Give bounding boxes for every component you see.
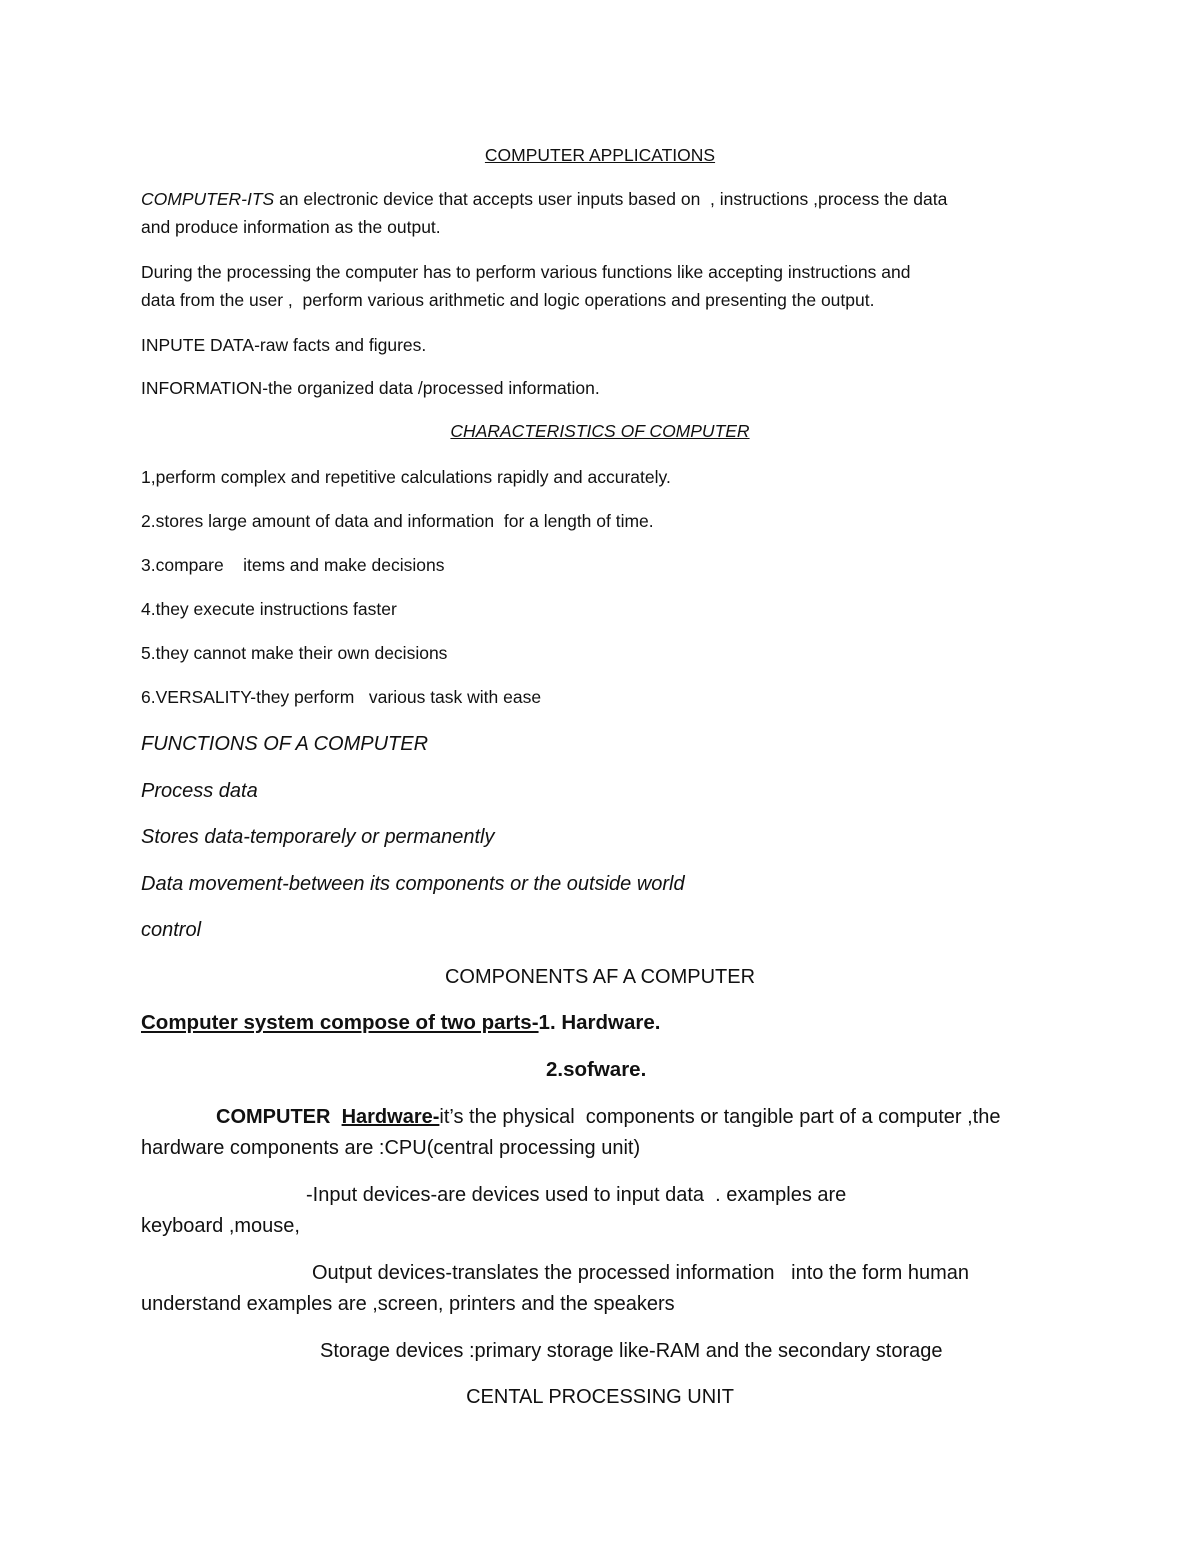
processing-paragraph-line2: data from the user , perform various arithmetic and logic operations and presenting the output. — [141, 290, 875, 310]
system-parts-underlined: Computer system compose of two parts- — [141, 1011, 539, 1034]
system-parts-line — [141, 1013, 660, 1034]
characteristic-item: 3.compare items and make decisions — [141, 555, 445, 575]
hardware-term: Hardware- — [341, 1106, 440, 1128]
cpu-heading: CENTAL PROCESSING UNIT — [466, 1386, 734, 1408]
characteristic-item: 2.stores large amount of data and information for a length of time. — [141, 511, 654, 531]
processing-paragraph-line1: During the processing the computer has to perform various functions like accepting instructions and — [141, 262, 911, 282]
function-item: Stores data-temporarely or permanently — [141, 826, 495, 848]
input-data-definition: INPUTE DATA-raw facts and figures. — [141, 335, 427, 355]
characteristic-item: 1,perform complex and repetitive calculations rapidly and accurately. — [141, 467, 671, 487]
storage-devices-line: Storage devices :primary storage like-RAM and the secondary storage — [320, 1340, 943, 1362]
system-parts-software: 2.sofware. — [546, 1058, 647, 1081]
function-item: Process data — [141, 780, 258, 802]
characteristic-item: 5.they cannot make their own decisions — [141, 643, 448, 663]
computer-definition-text: an electronic device that accepts user inputs based on , instructions ,process the data — [274, 189, 948, 209]
function-item: control — [141, 919, 202, 941]
input-devices-line1: -Input devices-are devices used to input data . examples are — [306, 1184, 847, 1206]
function-item: Data movement-between its components or the outside world — [141, 873, 685, 895]
hardware-definition-line1 — [216, 1107, 1000, 1127]
input-devices-line2: keyboard ,mouse, — [141, 1215, 300, 1237]
document-title: COMPUTER APPLICATIONS — [484, 145, 716, 165]
system-parts-hardware: 1. Hardware. — [538, 1011, 661, 1034]
computer-definition-line1 — [141, 191, 947, 209]
computer-term: COMPUTER-ITS — [141, 189, 275, 209]
hardware-prefix: COMPUTER — [216, 1106, 331, 1128]
computer-definition-line2: and produce information as the output. — [141, 217, 441, 237]
functions-heading: FUNCTIONS OF A COMPUTER — [141, 733, 429, 755]
hardware-definition-text: it’s the physical components or tangible part of a computer ,the — [439, 1106, 1001, 1128]
output-devices-line1: Output devices-translates the processed information into the form human — [312, 1262, 970, 1284]
hardware-definition-line2: hardware components are :CPU(central processing unit) — [141, 1137, 641, 1159]
output-devices-line2: understand examples are ,screen, printers and the speakers — [141, 1293, 675, 1315]
characteristic-item: 4.they execute instructions faster — [141, 599, 397, 619]
characteristics-heading: CHARACTERISTICS OF COMPUTER — [450, 421, 750, 441]
components-heading: COMPONENTS AF A COMPUTER — [444, 966, 756, 988]
characteristic-item: 6.VERSALITY-they perform various task with ease — [141, 687, 542, 707]
information-definition: INFORMATION-the organized data /processed information. — [141, 378, 600, 398]
